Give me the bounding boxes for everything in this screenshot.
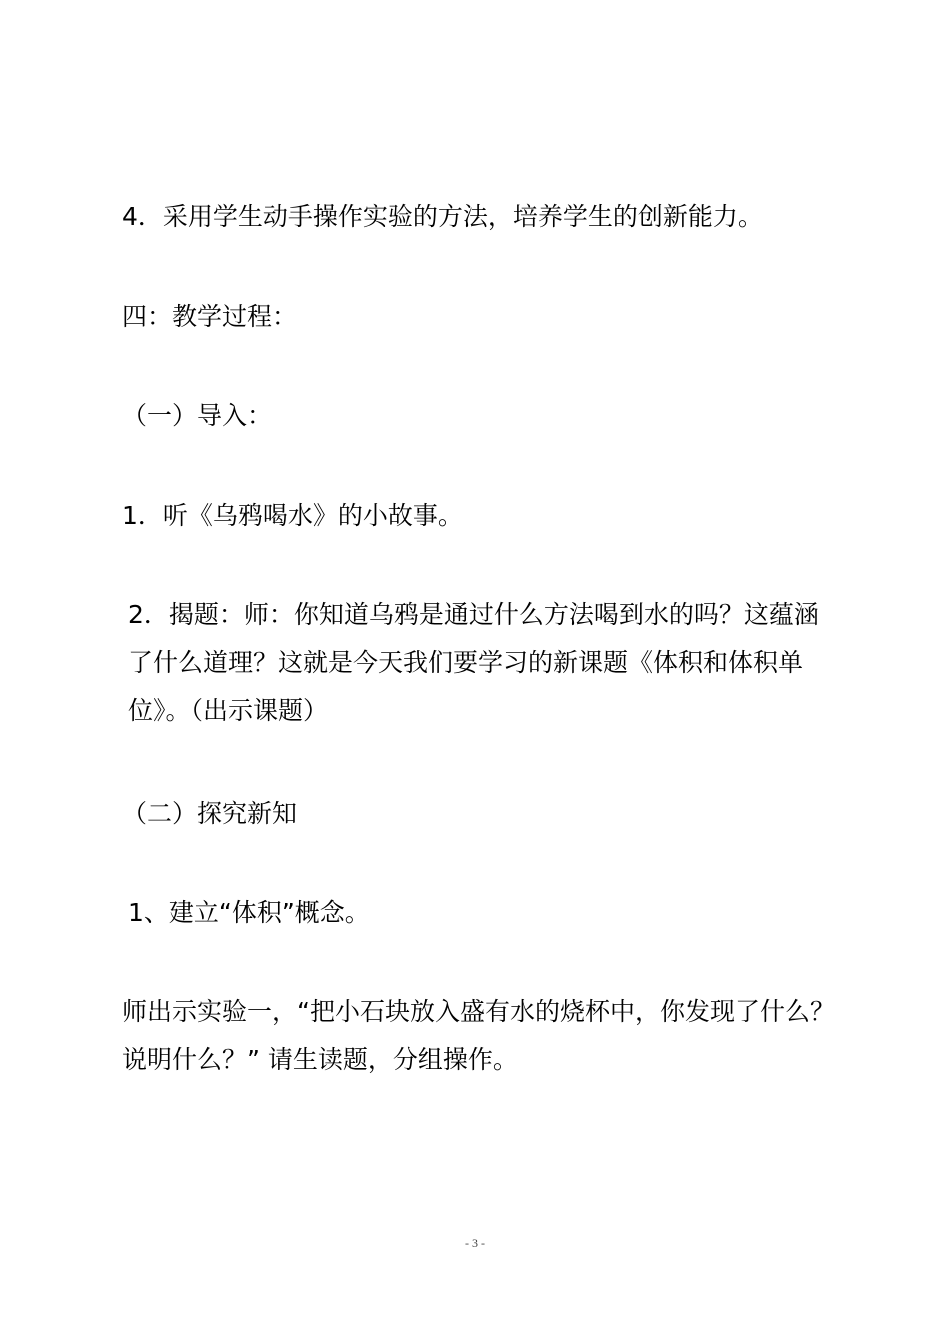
paragraph-experiment-one: 师出示实验一，“把小石块放入盛有水的烧杯中，你发现了什么？说明什么？” 请生读题，分组操作。: [122, 997, 835, 1074]
paragraph-volume-concept: 1、建立“体积”概念。: [128, 898, 370, 927]
paragraph-story: 1．听《乌鸦喝水》的小故事。: [122, 501, 463, 530]
heading-explore-new-knowledge: （二）探究新知: [122, 799, 298, 828]
paragraph-reveal-topic: 2．揭题：师：你知道乌鸦是通过什么方法喝到水的吗？这蕴涵了什么道理？这就是今天我们要学习的新课题《体积和体积单位》。（出示课题）: [128, 600, 819, 725]
page-number: - 3 -: [465, 1236, 485, 1250]
paragraph-teaching-method-4: 4．采用学生动手操作实验的方法，培养学生的创新能力。: [122, 202, 763, 231]
heading-introduction: （一）导入：: [122, 401, 273, 430]
heading-teaching-process: 四：教学过程：: [122, 302, 298, 331]
